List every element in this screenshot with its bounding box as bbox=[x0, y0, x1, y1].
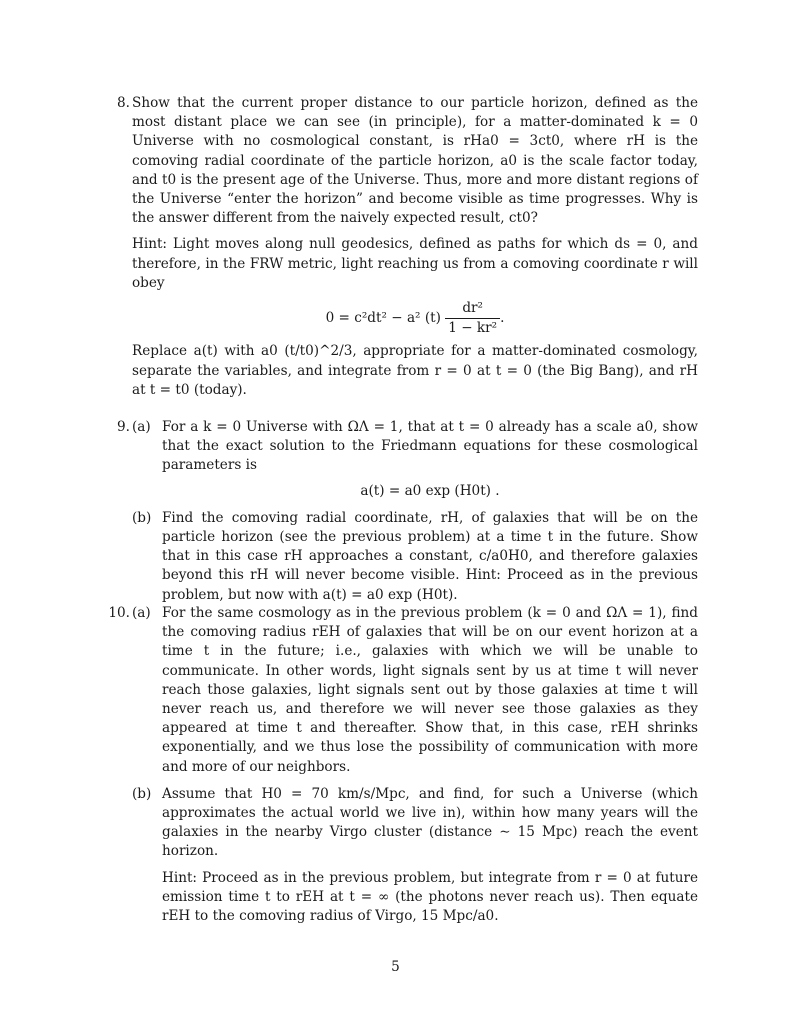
subpart-label: (a) bbox=[132, 605, 151, 621]
exponential-solution-equation: a(t) = a0 exp (H0t) . bbox=[360, 482, 500, 499]
equation-fraction bbox=[445, 299, 500, 338]
equation-numerator: dr² bbox=[445, 299, 500, 319]
subpart-text: For a k = 0 Universe with ΩΛ = 1, that at t = 0 already has a scale a0, show that the exact solution to the Friedmann equations for these cosmological parameters is bbox=[162, 419, 698, 474]
subpart-label: (b) bbox=[132, 509, 152, 526]
hint-text: Hint: Proceed as in the previous problem, but integrate from r = 0 at future emission time t to rEH at t = ∞ (the photons never reach us). Then equate rEH to the comoving radius of Virgo, 15 Mpc/a0. bbox=[162, 869, 698, 925]
equation-lhs: 0 = c²dt² − a² (t) bbox=[325, 310, 441, 327]
problem-number: 10. bbox=[108, 605, 130, 621]
hint-text: Hint: Light moves along null geodesics, defined as paths for which ds = 0, and therefore, in the FRW metric, light reaching us from a comoving coordinate r will obey bbox=[132, 236, 698, 291]
problem-continuation: Replace a(t) with a0 (t/t0)^2/3, appropriate for a matter-dominated cosmology, separate the variables, and integrate from r = 0 at t = 0 (the Big Bang), and rH at t = t0 (today). bbox=[132, 343, 698, 398]
subpart-a bbox=[132, 418, 698, 501]
subpart-a bbox=[132, 604, 698, 777]
problem-text: Show that the current proper distance to our particle horizon, defined as the most distant place we can see (in principle), for a matter-dominated k = 0 Universe with no cosmological constant, is rHa0 = 3ct0, where rH is the comoving radial coordinate of the particle horizon, a0 is the scale factor today, and t0 is the present age of the Universe. Thus, more and more distant regions of the Universe “enter the horizon” and become visible as time progresses. Why is the answer different from the naively expected result, ct0? bbox=[132, 95, 698, 227]
page-number: 5 bbox=[391, 959, 400, 975]
subpart-label: (a) bbox=[132, 419, 151, 435]
subpart-b bbox=[132, 509, 698, 605]
subpart-text: Find the comoving radial coordinate, rH, of galaxies that will be on the particle horizon (see the previous problem) at a time t in the future. Show that in this case rH approaches a constant, c/a0H0, and therefore galaxies beyond this rH will never become visible. Hint: Proceed as in the previous problem, but now with a(t) = a0 exp (H0t). bbox=[162, 509, 698, 603]
subpart-label: (b) bbox=[132, 785, 152, 802]
subpart-b bbox=[132, 785, 698, 926]
subpart-text: Assume that H0 = 70 km/s/Mpc, and find, for such a Universe (which approximates the actual world we live in), within how many years will the galaxies in the nearby Virgo cluster (distance ∼ 15 Mpc) reach the event horizon. bbox=[162, 785, 698, 860]
null-geodesic-equation: 0 = c²dt² − a² (t) $\frac{\text{dr²}}{\text{1 − kr²}}$ . bbox=[132, 299, 698, 338]
problem-number: 9. bbox=[117, 419, 130, 435]
subpart-text: For the same cosmology as in the previous problem (k = 0 and ΩΛ = 1), find the comoving radius rEH of galaxies that will be on our event horizon at a time t in the future; i.e., galaxies with which we will be unable to communicate. In other words, light signals sent by us at time t will never reach those galaxies, light signals sent out by those galaxies at time t will never reach us, and therefore we will never see those galaxies as they appeared at time t and thereafter. Show that, in this case, rEH shrinks exponentially, and we thus lose the possibility of communication with more and more of our neighbors. bbox=[162, 605, 698, 775]
problem-number: 8. bbox=[117, 95, 130, 111]
equation-denominator: 1 − kr² bbox=[448, 320, 498, 337]
